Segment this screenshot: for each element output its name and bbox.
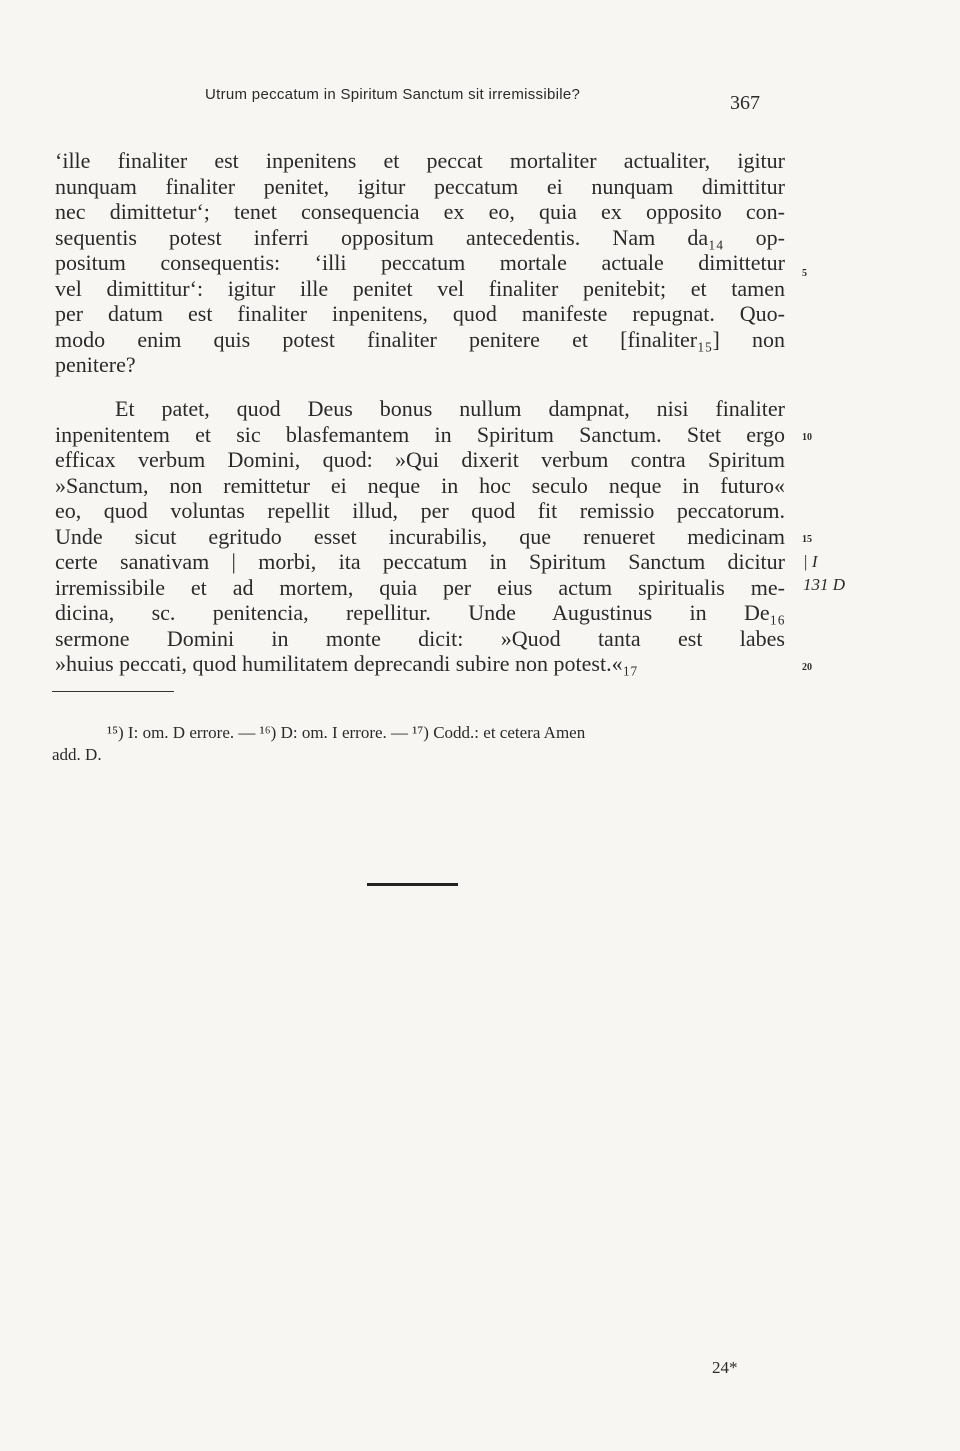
paragraph-2	[55, 396, 785, 677]
signature-mark: 24*	[712, 1358, 738, 1377]
text-line: sequentis potest inferri oppositum antecedentis. Nam da₁₄ op-	[55, 224, 785, 250]
text-line: »Sanctum, non remittetur ei neque in hoc seculo neque in futuro«	[55, 472, 785, 498]
margin-line-number: 5	[802, 268, 807, 279]
page-number: 367	[730, 92, 760, 114]
text-line: efficax verbum Domini, quod: »Qui dixerit verbum contra Spiritum	[55, 447, 785, 472]
margin-manuscript-ref: | I	[803, 552, 818, 571]
text-line: inpenitentem et sic blasfemantem in Spiritum Sanctum. Stet ergo	[55, 421, 785, 447]
text-line: ‘ille finaliter est inpenitens et peccat mortaliter actualiter, igitur	[55, 148, 785, 173]
running-title: Utrum peccatum in Spiritum Sanctum sit irremissibile?	[205, 86, 581, 103]
text-line: penitere?	[55, 352, 136, 377]
text-line: sermone Domini in monte dicit: »Quod tanta est labes	[55, 625, 785, 651]
margin-line-number: 15	[802, 534, 812, 545]
footnote-line: ¹⁵) I: om. D errore. — ¹⁶) D: om. I errore. — ¹⁷) Codd.: et cetera Amen	[107, 723, 586, 742]
text-line: Et patet, quod Deus bonus nullum dampnat, nisi finaliter	[115, 396, 785, 421]
text-line: irremissibile et ad mortem, quia per eius actum spiritualis me-	[55, 574, 785, 600]
margin-line-number: 20	[802, 662, 812, 673]
paragraph-1	[55, 148, 785, 378]
text-line: modo enim quis potest finaliter penitere et [finaliter₁₅] non	[55, 326, 785, 352]
text-line: Unde sicut egritudo esset incurabilis, que renueret medicinam	[55, 523, 785, 549]
text-line: certe sanativam | morbi, ita peccatum in Spiritum Sanctum dicitur	[55, 549, 785, 574]
margin-line-number: 10	[802, 432, 812, 443]
text-line: positum consequentis: ‘illi peccatum mortale actuale dimittetur	[55, 250, 785, 275]
text-line: »huius peccati, quod humilitatem deprecandi subire non potest.«₁₇	[55, 651, 638, 676]
footnote-line: add. D.	[52, 745, 102, 764]
text-line: nunquam finaliter penitet, igitur peccatum ei nunquam dimittitur	[55, 173, 785, 199]
end-rule	[367, 883, 458, 886]
footnotes	[52, 722, 782, 766]
text-line: eo, quod voluntas repellit illud, per quod fit remissio peccatorum.	[55, 498, 785, 523]
footnote-divider	[52, 691, 174, 692]
text-line: per datum est finaliter inpenitens, quod manifeste repugnat. Quo-	[55, 301, 785, 326]
text-line: vel dimittitur‘: igitur ille penitet vel finaliter penitebit; et tamen	[55, 275, 785, 301]
text-line: dicina, sc. penitencia, repellitur. Unde Augustinus in De₁₆	[55, 600, 785, 625]
margin-manuscript-ref: 131 D	[803, 575, 846, 594]
text-line: nec dimittetur‘; tenet consequencia ex eo, quia ex opposito con-	[55, 199, 785, 224]
